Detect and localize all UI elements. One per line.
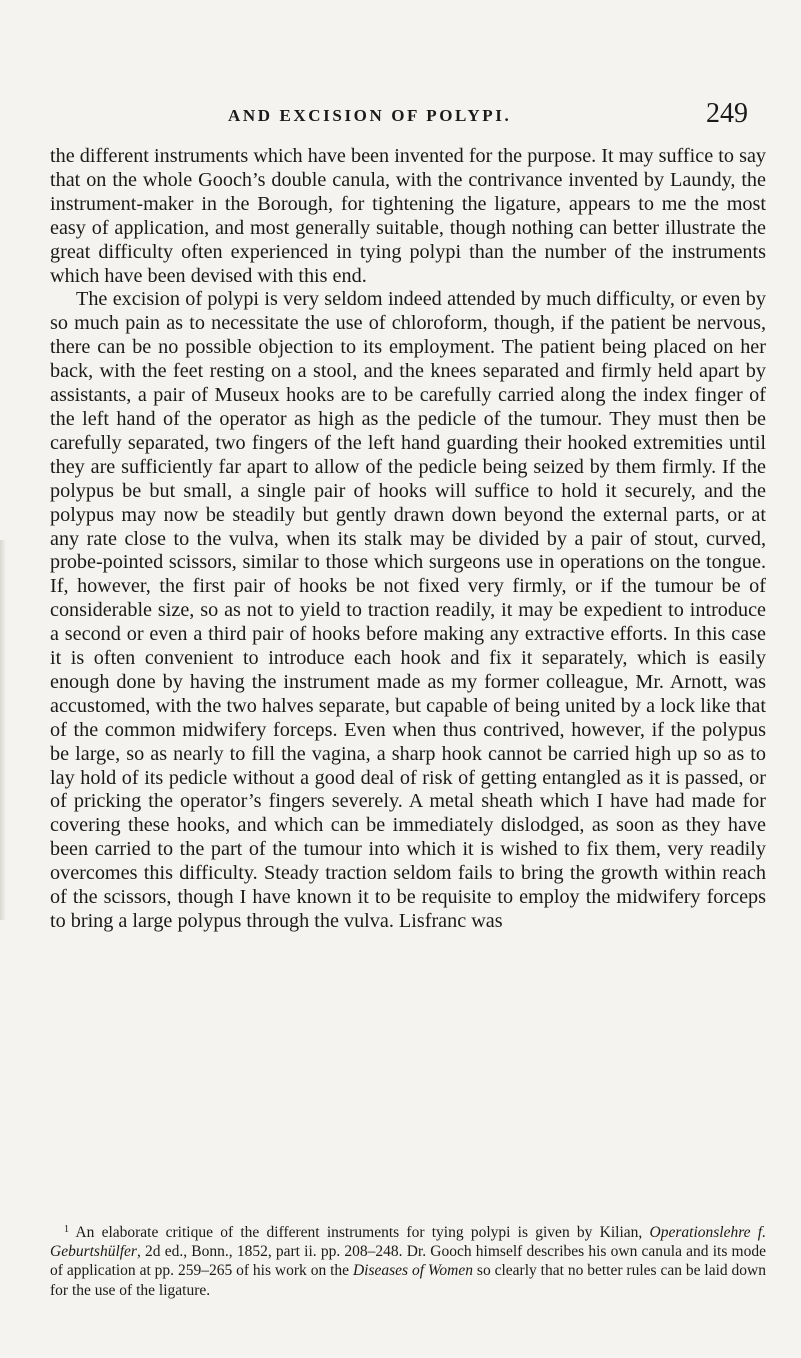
footnote-marker: 1 bbox=[64, 1224, 69, 1235]
footnote-text-2: , 2d ed., Bonn., 1852, part ii. pp. 208–248. Dr. Gooch himself describes his own canula and its mode of application at pp. 259–265 of his work on the bbox=[50, 1243, 766, 1280]
body-text bbox=[50, 145, 766, 934]
paragraph-excision: The excision of polypi is very seldom indeed attended by much difficulty, or even by so much pain as to necessitate the use of chloroform, though, if the patient be nervous, there can be no possible objection to its employment. The patient being placed on her back, with the feet resting on a stool, and the knees separated and firmly held apart by assistants, a pair of Museux hooks are to be carefully carried along the index finger of the left hand of the operator as high as the pedicle of the tumour. They must then be carefully separated, two fingers of the left hand guarding their hooked extremities until they are sufficiently far apart to allow of the pedicle being seized by them firmly. If the polypus be but small, a single pair of hooks will suffice to hold it securely, and the polypus may now be steadily but gently drawn down beyond the external parts, or at any rate close to the vulva, when its stalk may be divided by a pair of stout, curved, probe-pointed scissors, similar to those which surgeons use in operations on the tongue. If, however, the first pair of hooks be not fixed very firmly, or if the tumour be of considerable size, so as not to yield to traction readily, it may be expedient to introduce a second or even a third pair of hooks before making any extractive efforts. In this case it is often convenient to introduce each hook and fix it separately, which is easily enough done by having the instrument made as my former colleague, Mr. Arnott, was accustomed, with the two halves separate, but capable of being united by a lock like that of the common midwifery forceps. Even when thus contrived, however, if the polypus be large, so as nearly to fill the vagina, a sharp hook cannot be carried high up so as to lay hold of its pedicle without a good deal of risk of getting entangled as it is passed, or of pricking the operator’s fingers severely. A metal sheath which I have had made for covering these hooks, and which can be immediately dislodged, as soon as they have been carried to the part of the tumour into which it is wished to fix them, very readily overcomes this difficulty. Steady traction seldom fails to bring the growth within reach of the scissors, though I have known it to be requisite to employ the midwifery forceps to bring a large polypus through the vulva. Lisfranc was bbox=[50, 288, 766, 932]
footnote-italic-1: Operationslehre f. Geburtshülfer bbox=[50, 1224, 766, 1261]
footnote bbox=[50, 1220, 766, 1300]
footnote-italic-2: Diseases of Women bbox=[352, 1262, 473, 1280]
footnote-paragraph bbox=[50, 1220, 766, 1300]
running-head bbox=[0, 98, 801, 134]
running-title: AND EXCISION OF POLYPI. bbox=[228, 106, 512, 125]
paragraph-continued: the different instruments which have been invented for the purpose. It may suffice to say that on the whole Gooch’s double canula, with the contrivance invented by Laundy, the instrument-maker in the Borough, for tightening the ligature, appears to me the most easy of application, and most generally suitable, though nothing can better illustrate the great difficulty often experienced in tying polypi than the number of the instruments which have been devised with this end. bbox=[50, 145, 766, 287]
page-number: 249 bbox=[706, 98, 748, 129]
footnote-text-3: so clearly that no better rules can be laid down for the use of the ligature. bbox=[50, 1262, 766, 1299]
page-gutter-shadow bbox=[0, 540, 6, 920]
footnote-text-1: An elaborate critique of the different instruments for tying polypi is given by Kilian, bbox=[75, 1224, 650, 1241]
